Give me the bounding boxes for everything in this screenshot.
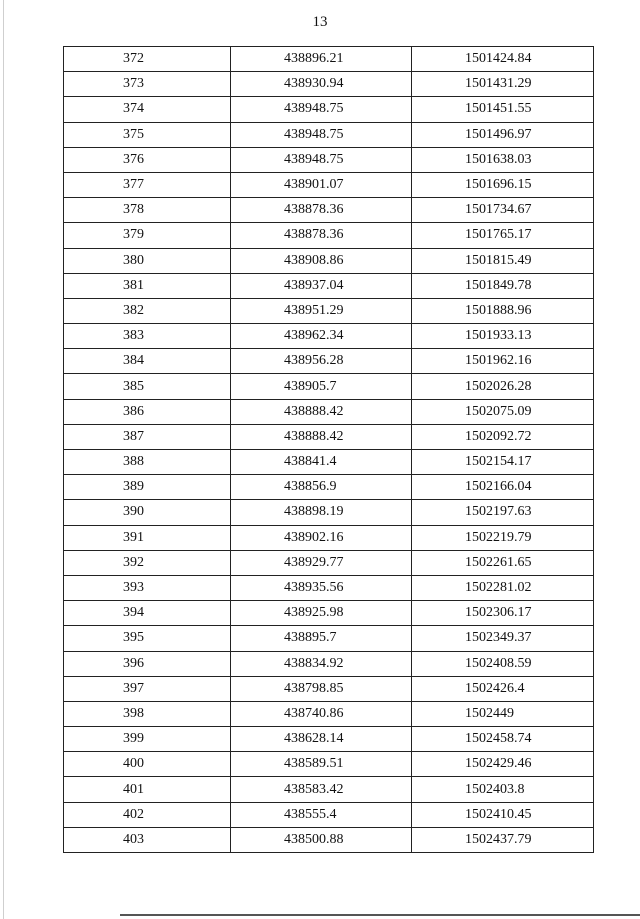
x-coordinate-cell: 438834.92 — [231, 651, 412, 676]
x-coordinate-cell: 438935.56 — [231, 575, 412, 600]
point-number-cell: 374 — [64, 97, 231, 122]
table-row — [64, 802, 594, 827]
point-number-cell: 381 — [64, 273, 231, 298]
table-row — [64, 273, 594, 298]
point-number-cell: 392 — [64, 550, 231, 575]
point-number-cell: 396 — [64, 651, 231, 676]
x-coordinate-cell: 438948.75 — [231, 147, 412, 172]
table-row — [64, 475, 594, 500]
y-coordinate-cell: 1502426.4 — [412, 676, 594, 701]
point-number-cell: 387 — [64, 424, 231, 449]
point-number-cell: 383 — [64, 324, 231, 349]
table-row — [64, 752, 594, 777]
y-coordinate-cell: 1501696.15 — [412, 172, 594, 197]
point-number-cell: 386 — [64, 399, 231, 424]
table-row — [64, 72, 594, 97]
point-number-cell: 372 — [64, 47, 231, 72]
table-row — [64, 676, 594, 701]
y-coordinate-cell: 1502403.8 — [412, 777, 594, 802]
scan-edge-bottom — [120, 914, 640, 916]
y-coordinate-cell: 1502154.17 — [412, 450, 594, 475]
table-row — [64, 248, 594, 273]
point-number-cell: 390 — [64, 500, 231, 525]
y-coordinate-cell: 1502281.02 — [412, 575, 594, 600]
y-coordinate-cell: 1501765.17 — [412, 223, 594, 248]
y-coordinate-cell: 1502429.46 — [412, 752, 594, 777]
point-number-cell: 377 — [64, 172, 231, 197]
y-coordinate-cell: 1501451.55 — [412, 97, 594, 122]
table-row — [64, 424, 594, 449]
table-row — [64, 349, 594, 374]
x-coordinate-cell: 438896.21 — [231, 47, 412, 72]
y-coordinate-cell: 1502197.63 — [412, 500, 594, 525]
point-number-cell: 384 — [64, 349, 231, 374]
y-coordinate-cell: 1501933.13 — [412, 324, 594, 349]
x-coordinate-cell: 438956.28 — [231, 349, 412, 374]
point-number-cell: 402 — [64, 802, 231, 827]
table-row — [64, 727, 594, 752]
x-coordinate-cell: 438925.98 — [231, 601, 412, 626]
x-coordinate-cell: 438948.75 — [231, 97, 412, 122]
table-row — [64, 450, 594, 475]
y-coordinate-cell: 1501888.96 — [412, 298, 594, 323]
x-coordinate-cell: 438798.85 — [231, 676, 412, 701]
table-row — [64, 122, 594, 147]
y-coordinate-cell: 1502219.79 — [412, 525, 594, 550]
point-number-cell: 393 — [64, 575, 231, 600]
y-coordinate-cell: 1502437.79 — [412, 827, 594, 852]
table-row — [64, 500, 594, 525]
x-coordinate-cell: 438895.7 — [231, 626, 412, 651]
table-row — [64, 827, 594, 852]
table-row — [64, 298, 594, 323]
x-coordinate-cell: 438948.75 — [231, 122, 412, 147]
y-coordinate-cell: 1502166.04 — [412, 475, 594, 500]
table-row — [64, 324, 594, 349]
y-coordinate-cell: 1501424.84 — [412, 47, 594, 72]
point-number-cell: 391 — [64, 525, 231, 550]
x-coordinate-cell: 438930.94 — [231, 72, 412, 97]
table-row — [64, 147, 594, 172]
x-coordinate-cell: 438878.36 — [231, 198, 412, 223]
point-number-cell: 400 — [64, 752, 231, 777]
y-coordinate-cell: 1502261.65 — [412, 550, 594, 575]
point-number-cell: 398 — [64, 701, 231, 726]
point-number-cell: 389 — [64, 475, 231, 500]
x-coordinate-cell: 438878.36 — [231, 223, 412, 248]
table-row — [64, 223, 594, 248]
coordinate-table-body — [64, 47, 594, 853]
x-coordinate-cell: 438902.16 — [231, 525, 412, 550]
x-coordinate-cell: 438888.42 — [231, 424, 412, 449]
point-number-cell: 382 — [64, 298, 231, 323]
point-number-cell: 395 — [64, 626, 231, 651]
point-number-cell: 379 — [64, 223, 231, 248]
point-number-cell: 385 — [64, 374, 231, 399]
table-row — [64, 575, 594, 600]
x-coordinate-cell: 438937.04 — [231, 273, 412, 298]
table-row — [64, 626, 594, 651]
x-coordinate-cell: 438898.19 — [231, 500, 412, 525]
y-coordinate-cell: 1502458.74 — [412, 727, 594, 752]
table-row — [64, 172, 594, 197]
x-coordinate-cell: 438908.86 — [231, 248, 412, 273]
scan-edge-left — [3, 0, 4, 919]
point-number-cell: 375 — [64, 122, 231, 147]
y-coordinate-cell: 1502349.37 — [412, 626, 594, 651]
y-coordinate-cell: 1501496.97 — [412, 122, 594, 147]
table-row — [64, 601, 594, 626]
y-coordinate-cell: 1501815.49 — [412, 248, 594, 273]
table-row — [64, 97, 594, 122]
point-number-cell: 388 — [64, 450, 231, 475]
point-number-cell: 373 — [64, 72, 231, 97]
y-coordinate-cell: 1501734.67 — [412, 198, 594, 223]
table-row — [64, 525, 594, 550]
table-row — [64, 777, 594, 802]
x-coordinate-cell: 438589.51 — [231, 752, 412, 777]
table-row — [64, 550, 594, 575]
y-coordinate-cell: 1502306.17 — [412, 601, 594, 626]
y-coordinate-cell: 1501849.78 — [412, 273, 594, 298]
x-coordinate-cell: 438856.9 — [231, 475, 412, 500]
x-coordinate-cell: 438841.4 — [231, 450, 412, 475]
x-coordinate-cell: 438905.7 — [231, 374, 412, 399]
point-number-cell: 399 — [64, 727, 231, 752]
table-row — [64, 701, 594, 726]
point-number-cell: 394 — [64, 601, 231, 626]
x-coordinate-cell: 438888.42 — [231, 399, 412, 424]
x-coordinate-cell: 438901.07 — [231, 172, 412, 197]
y-coordinate-cell: 1502092.72 — [412, 424, 594, 449]
y-coordinate-cell: 1502449 — [412, 701, 594, 726]
x-coordinate-cell: 438555.4 — [231, 802, 412, 827]
point-number-cell: 397 — [64, 676, 231, 701]
x-coordinate-cell: 438740.86 — [231, 701, 412, 726]
table-row — [64, 399, 594, 424]
y-coordinate-cell: 1501962.16 — [412, 349, 594, 374]
y-coordinate-cell: 1502410.45 — [412, 802, 594, 827]
x-coordinate-cell: 438962.34 — [231, 324, 412, 349]
y-coordinate-cell: 1501638.03 — [412, 147, 594, 172]
x-coordinate-cell: 438951.29 — [231, 298, 412, 323]
point-number-cell: 380 — [64, 248, 231, 273]
y-coordinate-cell: 1502026.28 — [412, 374, 594, 399]
table-row — [64, 651, 594, 676]
x-coordinate-cell: 438583.42 — [231, 777, 412, 802]
y-coordinate-cell: 1501431.29 — [412, 72, 594, 97]
x-coordinate-cell: 438500.88 — [231, 827, 412, 852]
y-coordinate-cell: 1502075.09 — [412, 399, 594, 424]
table-row — [64, 374, 594, 399]
point-number-cell: 378 — [64, 198, 231, 223]
x-coordinate-cell: 438628.14 — [231, 727, 412, 752]
point-number-cell: 403 — [64, 827, 231, 852]
table-row — [64, 47, 594, 72]
x-coordinate-cell: 438929.77 — [231, 550, 412, 575]
coordinate-table — [63, 46, 594, 853]
point-number-cell: 376 — [64, 147, 231, 172]
y-coordinate-cell: 1502408.59 — [412, 651, 594, 676]
point-number-cell: 401 — [64, 777, 231, 802]
page-number: 13 — [312, 14, 328, 30]
table-row — [64, 198, 594, 223]
